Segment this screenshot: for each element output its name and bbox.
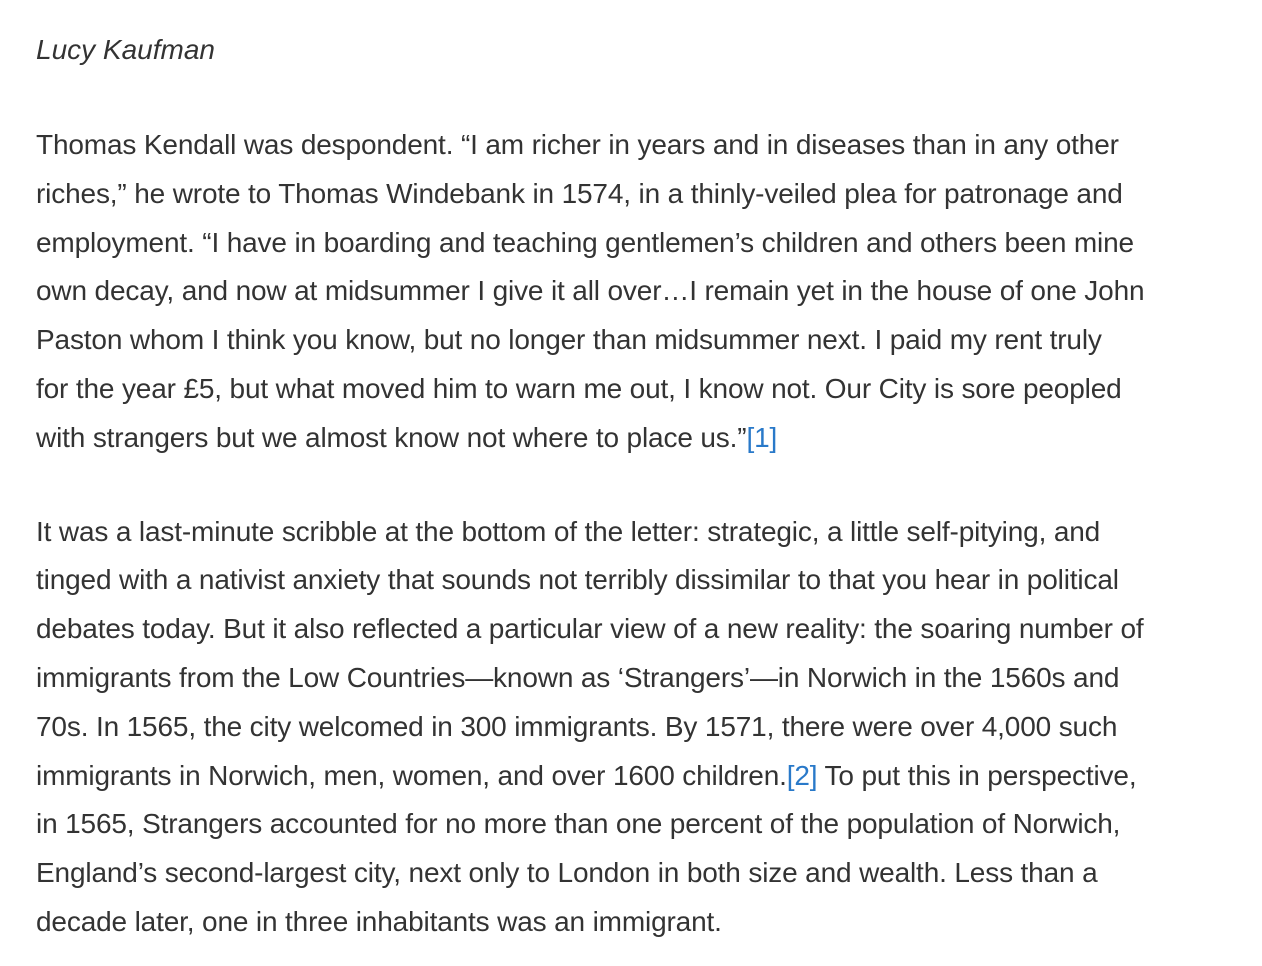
text-line: debates today. But it also reflected a particular view of a new reality: the soaring number of xyxy=(36,613,1144,645)
text-line-with-footnote xyxy=(36,414,1226,463)
text-line: immigrants from the Low Countries—known as ‘Strangers’—in Norwich in the 1560s and xyxy=(36,661,1120,693)
paragraph-2 xyxy=(36,508,1226,947)
text-line: decade later, one in three inhabitants was an immigrant. xyxy=(36,905,722,937)
text-line: for the year £5, but what moved him to warn me out, I know not. Our City is sore peopled xyxy=(36,372,1122,404)
footnote-link-2[interactable]: [2] xyxy=(786,759,818,791)
text-line: employment. “I have in boarding and teaching gentlemen’s children and others been mine xyxy=(36,226,1134,258)
author-byline: Lucy Kaufman xyxy=(36,34,215,65)
text-line: 70s. In 1565, the city welcomed in 300 immigrants. By 1571, there were over 4,000 such xyxy=(36,710,1118,742)
text-line: Paston whom I think you know, but no longer than midsummer next. I paid my rent truly xyxy=(36,324,1102,356)
text-line: tinged with a nativist anxiety that sounds not terribly dissimilar to that you hear in political xyxy=(36,564,1119,596)
footnote-link-1[interactable]: [1] xyxy=(746,421,778,453)
paragraph-1 xyxy=(36,121,1226,463)
text-line: own decay, and now at midsummer I give it all over…I remain yet in the house of one John xyxy=(36,275,1145,307)
text-line-segment: with strangers but we almost know not where to place us.” xyxy=(36,421,747,453)
text-line: It was a last-minute scribble at the bottom of the letter: strategic, a little self-pitying, and xyxy=(36,515,1101,547)
text-line-segment: To put this in perspective, xyxy=(817,759,1137,791)
text-line-segment: immigrants in Norwich, men, women, and over 1600 children. xyxy=(36,759,787,791)
article-body xyxy=(36,24,1226,947)
text-line-with-footnote xyxy=(36,752,1226,801)
text-line: in 1565, Strangers accounted for no more than one percent of the population of Norwich, xyxy=(36,808,1121,840)
text-line: riches,” he wrote to Thomas Windebank in 1574, in a thinly-veiled plea for patronage and xyxy=(36,177,1123,209)
text-line: Thomas Kendall was despondent. “I am richer in years and in diseases than in any other xyxy=(36,129,1119,160)
text-line: England’s second-largest city, next only to London in both size and wealth. Less than a xyxy=(36,857,1098,889)
